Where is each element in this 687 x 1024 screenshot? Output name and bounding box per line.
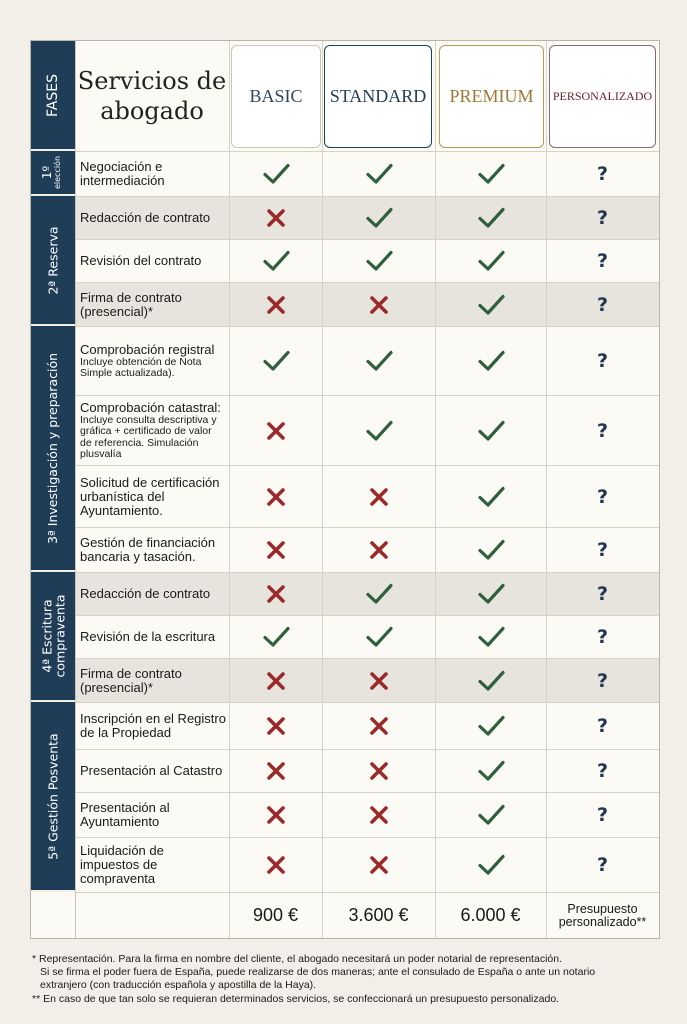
service-cell xyxy=(80,466,226,527)
question-mark: ? xyxy=(596,293,609,316)
check-icon xyxy=(435,240,546,282)
check-icon xyxy=(229,327,322,395)
plan-personalizado-label: PERSONALIZADO xyxy=(552,89,653,103)
price-row xyxy=(75,892,659,938)
phases-header xyxy=(31,41,75,151)
table-row xyxy=(75,702,659,749)
cross-icon xyxy=(322,793,435,837)
table-row xyxy=(75,282,659,326)
phase-1 xyxy=(31,151,75,196)
service-name: Firma de contrato (presencial)* xyxy=(80,289,182,319)
col-separator xyxy=(75,41,76,938)
phase-3-label: 3ª Investigación y preparación xyxy=(45,352,61,544)
phases-header-label: FASES xyxy=(44,73,61,117)
table-row xyxy=(75,196,659,239)
check-icon xyxy=(435,197,546,239)
col-separator xyxy=(435,41,436,938)
question-icon xyxy=(546,396,659,465)
table-row xyxy=(75,239,659,282)
services-table xyxy=(30,40,660,939)
check-icon xyxy=(322,396,435,465)
price-standard: 3.600 € xyxy=(348,905,409,925)
check-icon xyxy=(435,616,546,658)
cross-icon xyxy=(322,750,435,792)
service-name: Presentación al Ayuntamiento xyxy=(80,800,170,829)
phase-1-label: 1º xyxy=(40,165,55,180)
service-cell xyxy=(80,750,226,792)
plan-basic-header xyxy=(231,45,321,148)
plan-premium-header xyxy=(439,45,544,148)
check-icon xyxy=(435,703,546,749)
cross-icon xyxy=(229,750,322,792)
plan-personalizado-header xyxy=(549,45,656,148)
question-icon xyxy=(546,659,659,702)
question-mark: ? xyxy=(596,250,609,272)
service-detail: Incluye consulta descriptiva y gráfica + certificado de valor de referencia. Simulación plusvalía xyxy=(80,413,217,460)
check-icon xyxy=(322,152,435,196)
question-mark: ? xyxy=(596,715,609,737)
question-icon xyxy=(546,466,659,527)
cross-icon xyxy=(322,659,435,702)
question-icon xyxy=(546,750,659,792)
cross-icon xyxy=(229,703,322,749)
cross-icon xyxy=(322,283,435,326)
plan-basic-label: BASIC xyxy=(249,86,303,106)
question-icon xyxy=(546,283,659,326)
question-mark: ? xyxy=(596,539,609,561)
service-cell xyxy=(80,197,226,239)
phase-2-label: 2ª Reserva xyxy=(45,225,61,295)
question-icon xyxy=(546,703,659,749)
service-name: Inscripción en el Registro de la Propiedad xyxy=(80,711,226,740)
question-icon xyxy=(546,327,659,395)
service-cell xyxy=(80,396,226,465)
footnote-2: Si se firma el poder fuera de España, puede realizarse de dos maneras; ante el consulado de España o ante un notario xyxy=(40,966,596,978)
phase-4-label: 4ª Escritura xyxy=(39,599,55,673)
check-icon xyxy=(435,573,546,615)
phase-5-label: 5ª Gestión Posventa xyxy=(45,732,61,860)
check-icon xyxy=(435,466,546,527)
question-mark: ? xyxy=(596,350,609,372)
table-row xyxy=(75,151,659,196)
service-name: Liquidación de impuestos de compraventa xyxy=(80,843,164,886)
cross-icon xyxy=(229,528,322,572)
cross-icon xyxy=(322,703,435,749)
check-icon xyxy=(435,327,546,395)
table-row xyxy=(75,792,659,837)
plan-standard-label: STANDARD xyxy=(329,86,427,106)
table-row xyxy=(75,749,659,792)
question-icon xyxy=(546,528,659,572)
service-cell xyxy=(80,152,226,196)
phase-5 xyxy=(31,702,75,892)
service-cell xyxy=(80,616,226,658)
question-icon xyxy=(546,240,659,282)
service-name: Negociación e intermediación xyxy=(80,159,165,188)
question-mark: ? xyxy=(596,760,609,782)
table-row xyxy=(75,326,659,395)
table-row xyxy=(75,837,659,892)
check-icon xyxy=(229,616,322,658)
service-name: Gestión de financiación bancaria y tasación. xyxy=(80,535,216,564)
cross-icon xyxy=(229,197,322,239)
question-mark: ? xyxy=(596,804,609,826)
check-icon xyxy=(435,659,546,702)
plan-premium-label: PREMIUM xyxy=(449,86,534,106)
table-row xyxy=(75,615,659,658)
cross-icon xyxy=(229,283,322,326)
services-title: Servicios de abogado xyxy=(75,41,230,152)
price-premium: 6.000 € xyxy=(460,905,521,925)
question-icon xyxy=(546,152,659,196)
service-cell xyxy=(80,283,226,326)
check-icon xyxy=(435,750,546,792)
cross-icon xyxy=(322,528,435,572)
check-icon xyxy=(435,838,546,892)
service-cell xyxy=(80,240,226,282)
phase-4-label-2: compraventa xyxy=(52,594,68,678)
footnote-1: * Representación. Para la firma en nombre del cliente, el abogado necesitará un poder notarial de representación. xyxy=(32,953,562,965)
question-mark: ? xyxy=(596,207,609,229)
check-icon xyxy=(229,240,322,282)
cross-icon xyxy=(229,396,322,465)
question-icon xyxy=(546,838,659,892)
cross-icon xyxy=(322,466,435,527)
question-icon xyxy=(546,793,659,837)
footnote-4: ** En caso de que tan solo se requieran determinados servicios, se confeccionará un presupuesto personalizado. xyxy=(32,993,560,1005)
check-icon xyxy=(435,528,546,572)
phase-3 xyxy=(31,326,75,572)
service-name: Revisión del contrato xyxy=(80,253,202,268)
phase-4 xyxy=(31,572,75,702)
question-mark: ? xyxy=(596,583,609,605)
service-name: Revisión de la escritura xyxy=(80,629,216,644)
cross-icon xyxy=(322,838,435,892)
question-mark: ? xyxy=(596,669,609,692)
check-icon xyxy=(322,616,435,658)
cross-icon xyxy=(229,793,322,837)
service-name: Redacción de contrato xyxy=(80,210,211,225)
table-row xyxy=(75,395,659,465)
question-icon xyxy=(546,573,659,615)
question-mark: ? xyxy=(596,163,609,185)
price-basic: 900 € xyxy=(252,905,299,925)
price-personalizado: Presupuesto personalizado** xyxy=(558,901,647,929)
check-icon xyxy=(322,197,435,239)
table-row xyxy=(75,527,659,572)
check-icon xyxy=(435,152,546,196)
question-mark: ? xyxy=(596,419,609,442)
service-name: Firma de contrato (presencial)* xyxy=(80,665,182,695)
service-name: Redacción de contrato xyxy=(80,586,211,601)
check-icon xyxy=(322,327,435,395)
service-name: Presentación al Catastro xyxy=(80,763,223,778)
question-mark: ? xyxy=(596,854,609,876)
check-icon xyxy=(322,240,435,282)
service-detail: Incluye obtención de Nota Simple actualizada). xyxy=(80,355,202,379)
cross-icon xyxy=(229,573,322,615)
check-icon xyxy=(322,573,435,615)
footnote-3: extranjero (con traducción española y apostilla de la Haya). xyxy=(40,979,317,991)
service-cell xyxy=(80,838,226,892)
cross-icon xyxy=(229,659,322,702)
service-cell xyxy=(80,659,226,702)
table-row xyxy=(75,658,659,702)
service-name: Comprobación registral xyxy=(80,341,215,357)
service-name: Comprobación catastral: xyxy=(80,399,221,415)
cross-icon xyxy=(229,466,322,527)
plan-standard-header xyxy=(324,45,432,148)
service-name: Solicitud de certificación urbanística del Ayuntamiento. xyxy=(80,474,220,518)
check-icon xyxy=(435,396,546,465)
service-cell xyxy=(80,573,226,615)
check-icon xyxy=(435,283,546,326)
col-separator xyxy=(322,41,323,938)
check-icon xyxy=(435,793,546,837)
question-mark: ? xyxy=(596,485,609,508)
check-icon xyxy=(229,152,322,196)
service-cell xyxy=(80,793,226,837)
cross-icon xyxy=(229,838,322,892)
table-row xyxy=(75,572,659,615)
phase-footer-cell xyxy=(31,892,75,938)
service-cell xyxy=(80,327,226,395)
question-icon xyxy=(546,197,659,239)
col-separator xyxy=(229,41,230,938)
question-mark: ? xyxy=(596,626,609,648)
question-icon xyxy=(546,616,659,658)
service-cell xyxy=(80,703,226,749)
phase-1-label-2: elección xyxy=(53,155,63,190)
col-separator xyxy=(546,41,547,938)
table-row xyxy=(75,465,659,527)
phase-2 xyxy=(31,196,75,326)
service-cell xyxy=(80,528,226,572)
